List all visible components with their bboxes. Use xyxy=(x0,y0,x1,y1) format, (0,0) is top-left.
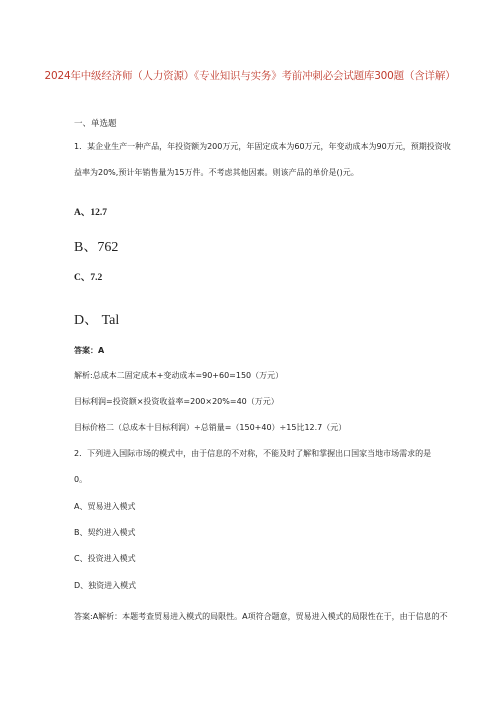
document-title: 2024年中级经济师（人力资源）《专业知识与实务》考前冲刺必会试题库300题（含详解） xyxy=(44,70,456,82)
q1-option-a: A、12.7 xyxy=(74,208,107,218)
q2-option-b: B、契约进入模式 xyxy=(74,528,136,537)
q2-option-d: D、独资进入模式 xyxy=(74,581,137,590)
q2-answer-analysis: 答案:A解析：本题考查贸易进入模式的局限性。A项符合题意，贸易进入模式的局限性在于，由于信息的不 xyxy=(74,612,448,621)
section-heading: 一、单选题 xyxy=(74,119,117,129)
q2-stem-line1: 2．下列进入国际市场的模式中，由于信息的不对称，不能及时了解和掌握出口国家当地市场需求的是 xyxy=(74,449,432,458)
q1-option-b: B、762 xyxy=(74,240,119,255)
q2-option-c: C、投资进入模式 xyxy=(74,554,136,563)
q1-analysis-line1: 解析:总成本二固定成本+变动成本=90+60=150（万元） xyxy=(74,371,284,380)
q1-stem-line2: 益率为20%,预计年销售量为15万件。不考虑其他因素。则该产品的单价是()元。 xyxy=(74,168,359,177)
q1-option-c: C、7.2 xyxy=(74,273,103,283)
q2-stem-line2: 0。 xyxy=(74,475,88,484)
q1-answer: 答案：A xyxy=(74,346,105,355)
q1-option-d: D、 Tal xyxy=(74,313,120,328)
q1-analysis-line3: 目标价格二（总成本十目标利润）÷总销量=（150+40）÷15比12.7（元） xyxy=(74,423,347,432)
q2-option-a: A、贸易进入模式 xyxy=(74,502,136,511)
q1-stem-line1: 1．某企业生产一种产品，年投资额为200万元，年固定成本为60万元，年变动成本为90万元，预期投资收 xyxy=(74,142,451,151)
q1-analysis-line2: 目标利润=投资额×投资收益率=200×20%=40（万元） xyxy=(74,397,279,406)
